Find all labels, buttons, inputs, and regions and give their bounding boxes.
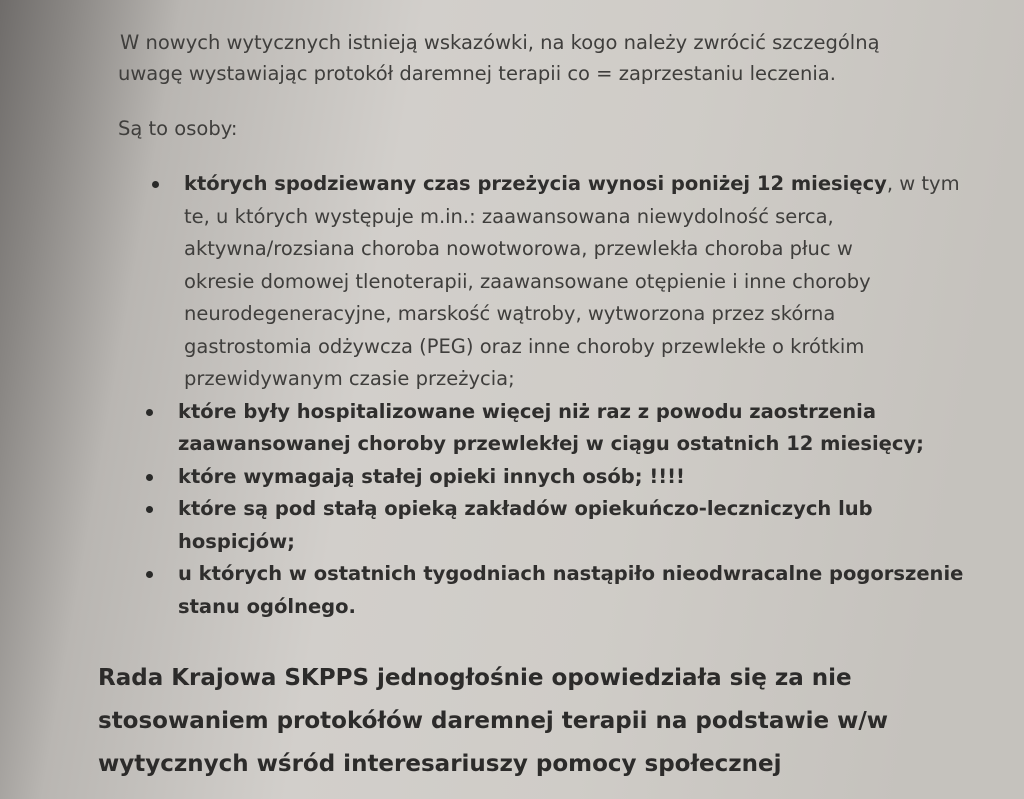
bullet-icon [146,474,153,481]
intro-paragraph [120,27,970,89]
bullet-icon [146,506,153,513]
list-lead-text: Są to osoby: [118,117,238,140]
list-item-line: zaawansowanej choroby przewlekłej w ciągu ostatnich 12 miesięcy; [178,432,924,455]
conclusion-line-2: stosowaniem protokółów daremnej terapii na podstawie w/w [98,708,888,734]
list-item-emphasis: których spodziewany czas przeżycia wynosi poniżej 12 miesięcy [184,172,887,195]
intro-line-1: W nowych wytycznych istnieją wskazówki, na kogo należy zwrócić szczególną [120,31,880,54]
conclusion-line-1: Rada Krajowa SKPPS jednogłośnie opowiedziała się za nie [98,665,852,691]
list-item-line: neurodegeneracyjne, marskość wątroby, wytworzona przez skórna [184,302,836,325]
criteria-list [140,168,1010,623]
list-item-line [184,168,1010,201]
list-item-line: te, u których występuje m.in.: zaawansowana niewydolność serca, [184,204,834,228]
intro-line-2: uwagę wystawiając protokół daremnej terapii co = zaprzestaniu leczenia. [118,62,836,85]
conclusion-paragraph [98,657,998,786]
list-item-line: które wymagają stałej opieki innych osób; !!!! [178,464,685,488]
list-item-line: aktywna/rozsiana choroba nowotworowa, przewlekła choroba płuc w [184,237,853,260]
conclusion-line-3: wytycznych wśród interesariuszy pomocy społecznej [98,751,782,777]
bullet-icon [146,409,153,416]
list-item-line: które są pod stałą opieką zakładów opiekuńczo-leczniczych lub [178,497,873,520]
list-item [140,461,1010,494]
list-item-line: okresie domowej tlenoterapii, zaawansowane otępienie i inne choroby [184,269,871,293]
list-item-line: u których w ostatnich tygodniach nastąpiło nieodwracalne pogorszenie [178,562,964,585]
list-item [140,396,1010,461]
list-item [140,558,1010,623]
list-item-line: które były hospitalizowane więcej niż raz z powodu zaostrzenia [178,399,877,423]
list-item-line: przewidywanym czasie przeżycia; [184,367,515,390]
list-item-line: hospicjów; [178,529,295,553]
list-item-line: gastrostomia odżywcza (PEG) oraz inne choroby przewlekłe o krótkim [184,334,865,358]
list-item-line: stanu ogólnego. [178,594,356,618]
list-item-text: , w tym [886,172,960,195]
list-item [146,168,1010,396]
bullet-icon [146,571,153,578]
list-item [140,493,1010,558]
bullet-icon [152,181,159,188]
